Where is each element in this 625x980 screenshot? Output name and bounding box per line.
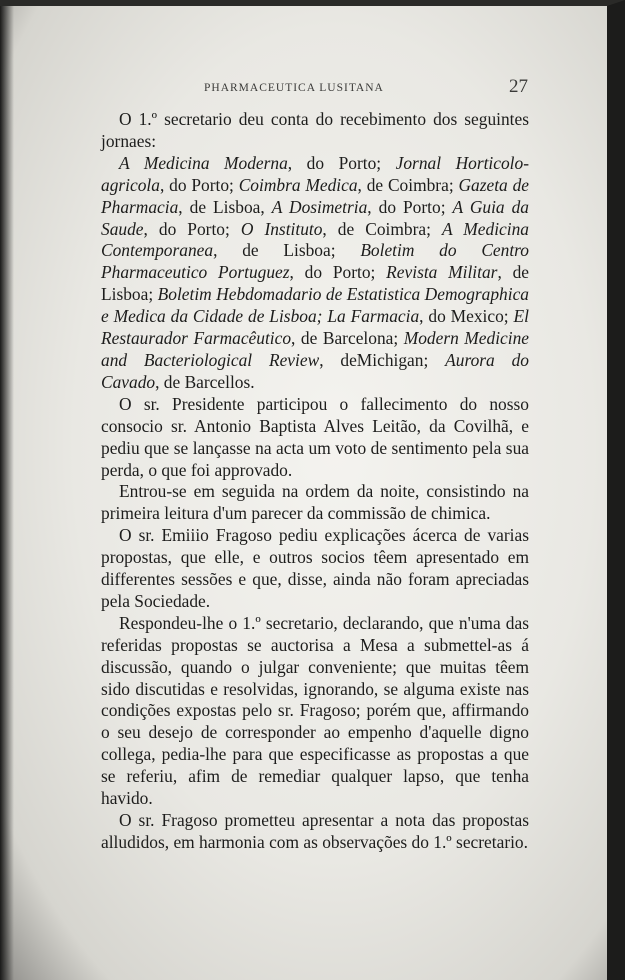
italic-title-run: Boletim Hebdomadario de Estatistica Demographica e Medica da Cidade de Lisboa; La Farmacia [101,284,530,327]
text-run: , do Porto; [367,196,453,217]
body-text [101,109,529,854]
italic-title-run: Jornal Horticolo-agricola [101,152,529,195]
italic-title-run: Revista Militar [386,262,498,283]
italic-title-run: Coimbra Medica [238,174,358,195]
italic-title-run: Boletim do Centro Pharmaceutico Portuguez [101,240,529,283]
paragraph [101,613,529,810]
paragraph [101,810,529,854]
paragraph [101,525,529,613]
italic-title-run: Aurora do Cavado [101,349,529,392]
paragraph [101,153,529,394]
text-run: , do Porto; [287,152,396,173]
text-run: , do Porto; [289,262,387,283]
text-run: , de Coimbra; [357,174,459,195]
text-run: Respondeu-lhe o 1.º secretario, declarando, que n'uma das referidas propostas se auctorisa a Mesa a submettel-as á discussão, quando o julgar conveniente; que muitas têem sido discutidas e resolvidas, ignorando, se alguma existe nas condições expostas pelo sr. Fragoso; porém que, affirmando o seu desejo de corresponder ao empenho d'aquelle digno collega, pedia-lhe para que especificasse as propostas a que se referiu, afim de remediar qualquer lapso, que tenha havido. [101,612,529,809]
page-header [100,78,530,102]
text-run: O sr. Presidente participou o fallecimento do nosso consocio sr. Antonio Baptista Alves Leitão, da Covilhã, e pediu que se lançasse na acta um voto de sentimento pela sua perda, o que foi approvado. [101,393,529,480]
text-run: O sr. Fragoso prometteu apresentar a nota das propostas alludidos, em harmonia com as observações do 1.º secretario. [101,810,529,852]
text-run: , de Lisboa; [213,240,361,261]
text-run: , de Barcellos. [155,371,255,392]
paragraph [101,481,529,525]
text-run: , de Coimbra; [322,218,442,239]
text-run: , do Mexico; [419,306,514,327]
page-number: 27 [509,76,528,97]
text-run: , de Lisboa; [101,262,529,305]
text-run: , de Barcelona; [291,328,404,349]
text-run: , de Lisboa, [178,196,272,217]
text-run: , deMichigan; [319,349,446,370]
paragraph [101,394,529,482]
italic-title-run: El Restaurador Farmacêutico [101,306,529,349]
italic-title-run: O Instituto [240,218,323,239]
running-title: PHARMACEUTICA LUSITANA [204,82,384,94]
italic-title-run: A Guia da Saude [101,196,529,239]
italic-title-run: A Medicina Moderna [119,152,288,173]
text-run: Entrou-se em seguida na ordem da noite, consistindo na primeira leitura d'um parecer da commissão de chimica. [101,481,529,524]
text-run: , do Porto; [143,218,241,239]
italic-title-run: A Dosimetria [271,196,368,217]
italic-title-run: A Medicina Contemporanea [101,218,529,261]
text-run: O sr. Emiiio Fragoso pediu explicações ácerca de varias propostas, que elle, e outros socios têem apresentado em differentes sessões e que, disse, ainda não foram apreciadas pela Sociedade. [101,525,529,611]
text-run: , do Porto; [159,174,239,195]
italic-title-run: Gazeta de Pharmacia [101,174,529,217]
text-run: O 1.º secretario deu conta do recebimento dos seguintes jornaes: [101,109,529,151]
paragraph [101,109,529,153]
italic-title-run: Modern Medicine and Bacteriological Review [101,328,530,370]
